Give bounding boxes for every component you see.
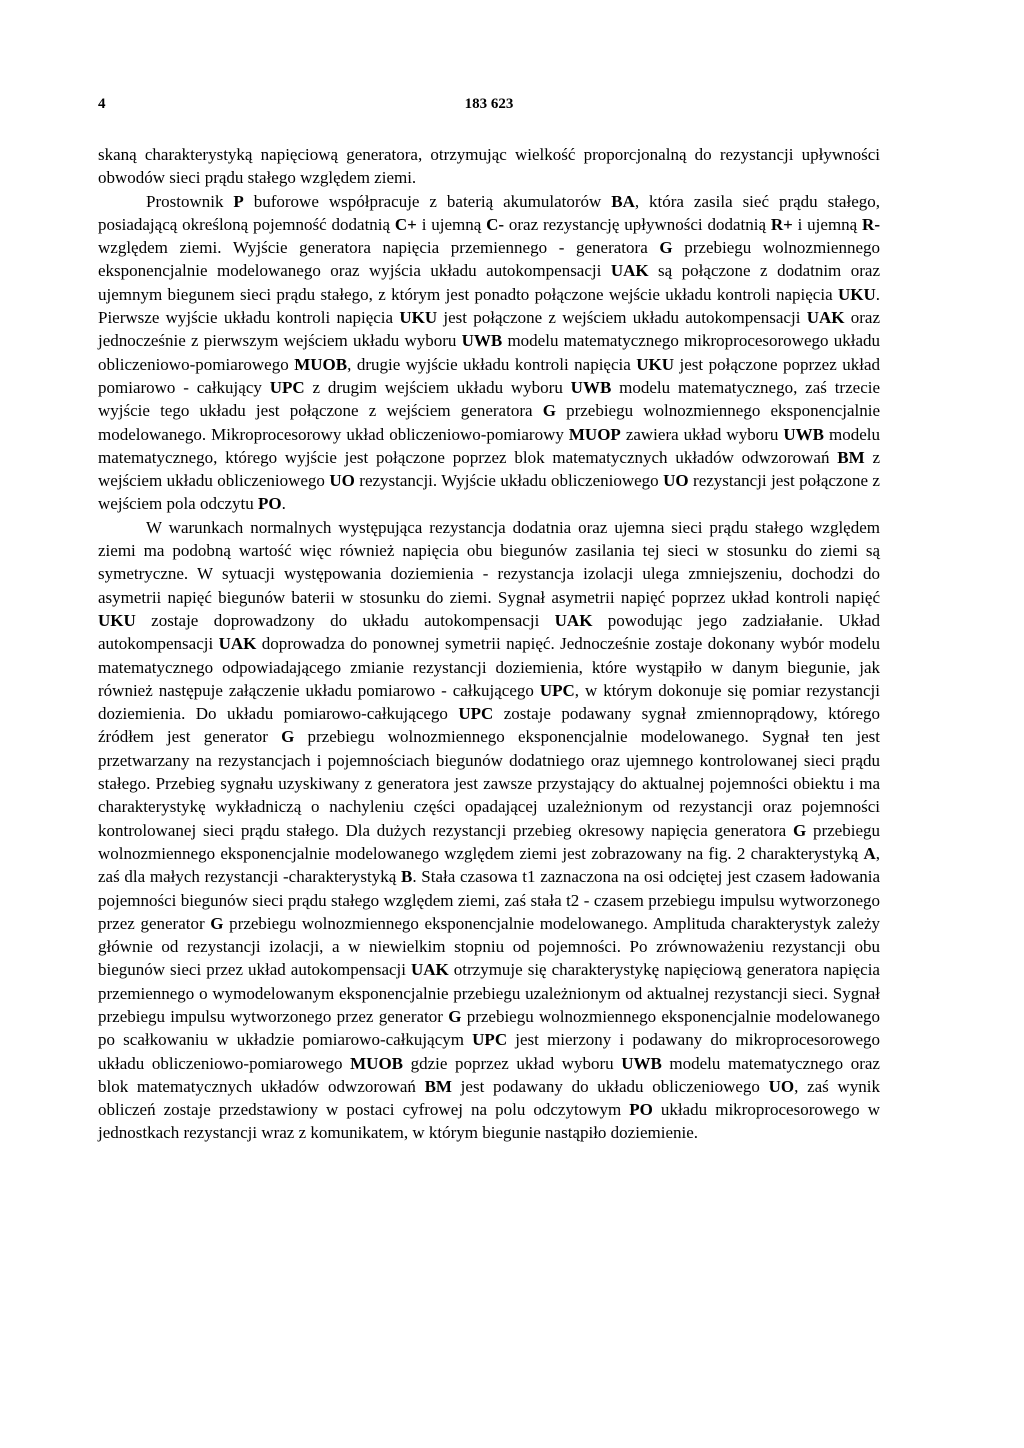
text-run: przebiegu wolnozmiennego eksponencjalnie modelowanego po scałkowaniu w układzie pomiarowo-całkującym [98,1006,880,1050]
text-run: , zaś wynik obliczeń zostaje przedstawiony w postaci cyfrowej na polu odczytowym [98,1076,880,1120]
bold-reference: UWB [783,424,824,444]
bold-reference: PO [258,494,282,514]
text-run: otrzymuje się charakterystykę napięciową generatora napięcia przemiennego o wymodelowanym eksponencjalnie przebiegu uzależnionym od aktualnej rezystancji sieci. Sygnał przebiegu impulsu wytworzonego przez generator [98,960,880,1026]
text-run: , która zasila sieć prądu stałego, posiadającą określoną pojemność dodatnią [98,191,880,234]
text-run: buforowe współpracuje z baterią akumulatorów [243,191,612,211]
bold-reference: MUOB [294,354,348,374]
text-run: , drugie wyjście układu kontroli napięcia [347,354,637,374]
text-run: jest połączone poprzez układ pomiarowo - całkujący [98,354,881,397]
bold-reference: UO [768,1076,795,1096]
text-run: . Pierwsze wyjście układu kontroli napięcia [98,284,880,328]
bold-reference: UAK [554,610,593,630]
text-run: rezystancji jest połączone z wejściem pola odczytu [98,471,880,514]
text-run: względem ziemi. Wyjście generatora napięcia przemiennego - generatora [98,238,660,258]
bold-reference: UWB [621,1053,662,1073]
text-run: jest podawany do układu obliczeniowego [451,1076,769,1096]
text-run: skaną charakterystyką napięciową generatora, otrzymując wielkość proporcjonalną do rezystancji upływności obwodów sieci prądu stałego względem ziemi. [98,145,880,188]
text-run: , zaś dla małych rezystancji -charakterystyką [98,843,880,887]
bold-reference: UKU [98,610,136,630]
bold-reference: C+ [394,214,417,234]
bold-reference: UKU [636,354,675,374]
text-run: doprowadza do ponownej symetrii napięć. Jednocześnie zostaje dokonany wybór modelu matematycznego odpowiadającego zmianie rezystancji doziemienia, które wystąpiło w danym biegunie, jak również następuje załączenie układu pomiarowo - całkującego [98,634,880,700]
text-run: układu mikroprocesorowego w jednostkach rezystancji wraz z komunikatem, w którym biegunie nastąpiło doziemienie. [98,1100,880,1143]
text-run: modelu matematycznego, zaś trzecie wyjście tego układu jest połączone z wejściem generatora [98,377,881,421]
text-run: zostaje podawany sygnał zmiennoprądowy, którego źródłem jest generator [98,704,881,747]
text-run: Prostownik [146,191,234,211]
body-text [98,143,880,1145]
bold-reference: UO [329,471,355,491]
bold-reference: G [281,727,295,747]
text-run: z drugim wejściem układu wyboru [304,377,571,397]
text-run: rezystancji. Wyjście układu obliczeniowego [354,471,664,491]
text-run: i ujemną [792,214,863,234]
text-run: modelu matematycznego, którego wyjście jest połączone poprzez blok matematycznych układów odwzorowań [98,424,880,467]
text-run: przebiegu wolnozmiennego eksponencjalnie modelowanego względem ziemi jest zobrazowany na fig. 2 charakterystyką [98,820,880,863]
text-run: przebiegu wolnozmiennego eksponencjalnie modelowanego. Mikroprocesorowy układ obliczeniowo-pomiarowy [98,401,880,444]
page-number: 4 [98,96,106,112]
bold-reference: C- [486,214,505,234]
bold-reference: G [659,238,673,258]
bold-reference: UKU [837,284,876,304]
bold-reference: UAK [806,308,845,328]
bold-reference: A [863,843,876,863]
bold-reference: BA [611,191,635,211]
text-run: . Stała czasowa t1 zaznaczona na osi odciętej jest czasem ładowania pojemności biegunów sieci prądu stałego względem ziemi, zaś stała t2 - czasem przebiegu impulsu wytworzonego przez generator [98,867,880,933]
bold-reference: UAK [218,634,257,654]
text-run: przebiegu wolnozmiennego eksponencjalnie modelowanego. Amplituda charakterystyk zależy głównie od rezystancji izolacji, a w niewielkim stopniu od pojemności. Po zrównoważeniu rezystancji obu biegunów sieci przez układ autokompensacji [98,913,880,980]
bold-reference: UPC [472,1030,508,1050]
bold-reference: UAK [410,960,449,980]
text-run: powodując jego zadziałanie. Układ autokompensacji [98,610,880,654]
page-header [98,96,880,120]
bold-reference: MUOP [568,424,621,444]
text-run: oraz rezystancję upływności dodatnią [504,214,771,234]
bold-reference: R+ [770,214,793,234]
text-run: W warunkach normalnych występująca rezystancja dodatnia oraz ujemna sieci prądu stałego względem ziemi ma podobną wartość więc również napięcia obu biegunów zasilania tej sieci w stosunku do ziemi są symetryczne. W sytuacji występowania doziemienia - rezystancja izolacji ulega zmniejszeniu, dochodzi do asymetrii napięć biegunów baterii w stosunku do ziemi. Sygnał asymetrii napięć poprzez układ kontroli napięć [98,517,880,607]
bold-reference: G [210,913,224,933]
text-run: przebiegu wolnozmiennego eksponencjalnie modelowanego. Sygnał ten jest przetwarzany na rezystancjach i pojemnościach biegunów dodatniego oraz ujemnego kontrolowanej sieci prądu stałego. Przebieg sygnału uzyskiwany z generatora jest zawsze przystający do aktualnej pojemności obiektu i ma charakterystykę wykładniczą o nachyleniu części opadającej uzależnionym od rezystancji oraz pojemności kontrolowanej sieci prądu stałego. Dla dużych rezystancji przebieg okresowy napięcia generatora [98,727,880,840]
text-run: zawiera układ wyboru [620,424,784,444]
bold-reference: UPC [458,704,494,724]
text-run: przebiegu wolnozmiennego eksponencjalnie modelowanego oraz wyjścia układu autokompensacji [98,238,880,281]
bold-reference: UWB [461,331,503,351]
bold-reference: UKU [399,308,438,328]
bold-reference: BM [837,447,865,467]
bold-reference: UPC [539,680,575,700]
bold-reference: UWB [570,377,612,397]
text-run: zostaje doprowadzony do układu autokompensacji [135,610,555,630]
bold-reference: G [792,820,807,840]
text-run: jest mierzony i podawany do mikroprocesorowego układu obliczeniowo-pomiarowego [98,1030,881,1073]
text-run: modelu matematycznego mikroprocesorowego układu obliczeniowo-pomiarowego [98,331,880,374]
text-run: jest połączone z wejściem układu autokompensacji [437,308,807,328]
bold-reference: BM [424,1076,452,1096]
text-run: oraz jednocześnie z pierwszym wejściem układu wyboru [98,308,880,351]
bold-reference: G [542,401,556,421]
bold-reference: UPC [269,377,305,397]
text-run: są połączone z dodatnim oraz ujemnym biegunem sieci prądu stałego, z którym jest ponadto połączone wejście układu kontroli napięcia [98,261,881,304]
bold-reference: PO [629,1100,653,1120]
bold-reference: UO [663,471,689,491]
bold-reference: MUOB [350,1053,404,1073]
text-run: . [281,494,286,514]
paragraph [98,516,880,1145]
text-run: , w którym dokonuje się pomiar rezystancji doziemienia. Do układu pomiarowo-całkującego [98,680,880,724]
bold-reference: P [233,191,244,211]
text-run: modelu matematycznego oraz blok matematycznych układów odwzorowań [98,1053,880,1096]
paragraph [98,143,880,190]
patent-number: 183 623 [464,96,514,112]
text-run: z wejściem układu obliczeniowego [98,447,880,491]
bold-reference: R- [862,214,880,234]
text-run: gdzie poprzez układ wyboru [403,1053,622,1073]
bold-reference: B [400,867,413,887]
paragraph [98,190,880,516]
bold-reference: G [448,1006,462,1026]
bold-reference: UAK [610,261,649,281]
text-run: i ujemną [416,214,487,234]
